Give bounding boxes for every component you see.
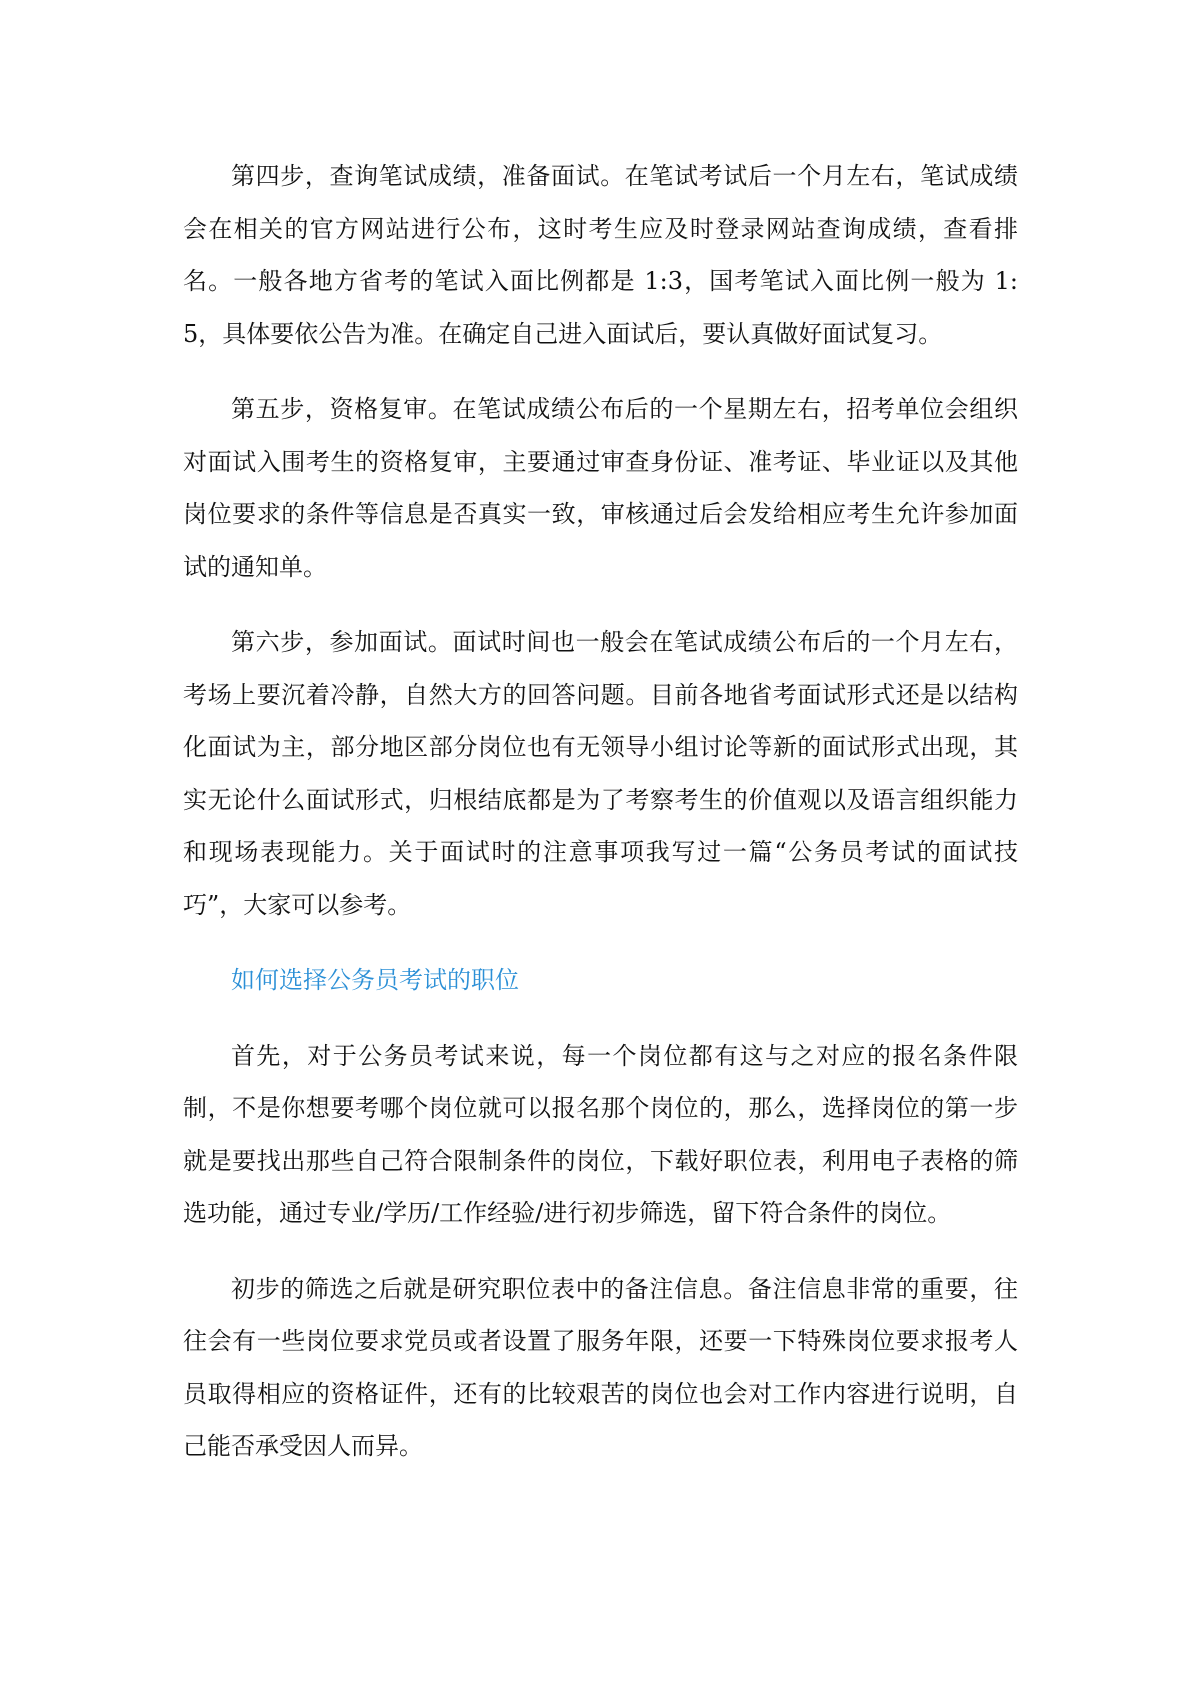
paragraph-step-five: 第五步，资格复审。在笔试成绩公布后的一个星期左右，招考单位会组织对面试入围考生的资格复审，主要通过审查身份证、准考证、毕业证以及其他岗位要求的条件等信息是否真实一致，审核通过后会发给相应考生允许参加面试的通知单。 (183, 395, 1018, 581)
paragraph-step-four: 第四步，查询笔试成绩，准备面试。在笔试考试后一个月左右，笔试成绩会在相关的官方网站进行公布，这时考生应及时登录网站查询成绩，查看排名。一般各地方省考的笔试入面比例都是 1:3，国考笔试入面比例一般为 1:5，具体要依公告为准。在确定自己进入面试后，要认真做好面试复习。 (183, 162, 1018, 348)
paragraph-remarks: 初步的筛选之后就是研究职位表中的备注信息。备注信息非常的重要，往往会有一些岗位要求党员或者设置了服务年限，还要一下特殊岗位要求报考人员取得相应的资格证件，还有的比较艰苦的岗位也会对工作内容进行说明，自己能否承受因人而异。 (183, 1274, 1018, 1460)
paragraph-step-six: 第六步，参加面试。面试时间也一般会在笔试成绩公布后的一个月左右，考场上要沉着冷静，自然大方的回答问题。目前各地省考面试形式还是以结构化面试为主，部分地区部分岗位也有无领导小组讨论等新的面试形式出现，其实无论什么面试形式，归根结底都是为了考察考生的价值观以及语言组织能力和现场表现能力。关于面试时的注意事项我写过一篇“公务员考试的面试技巧”，大家可以参考。 (183, 628, 1018, 919)
paragraph-first-screening: 首先，对于公务员考试来说，每一个岗位都有这与之对应的报名条件限制，不是你想要考哪个岗位就可以报名那个岗位的，那么，选择岗位的第一步就是要找出那些自己符合限制条件的岗位，下载好职位表，利用电子表格的筛选功能，通过专业/学历/工作经验/进行初步筛选，留下符合条件的岗位。 (183, 1041, 1018, 1227)
document-page (183, 150, 1018, 1496)
section-heading-link[interactable]: 如何选择公务员考试的职位 (231, 966, 519, 994)
